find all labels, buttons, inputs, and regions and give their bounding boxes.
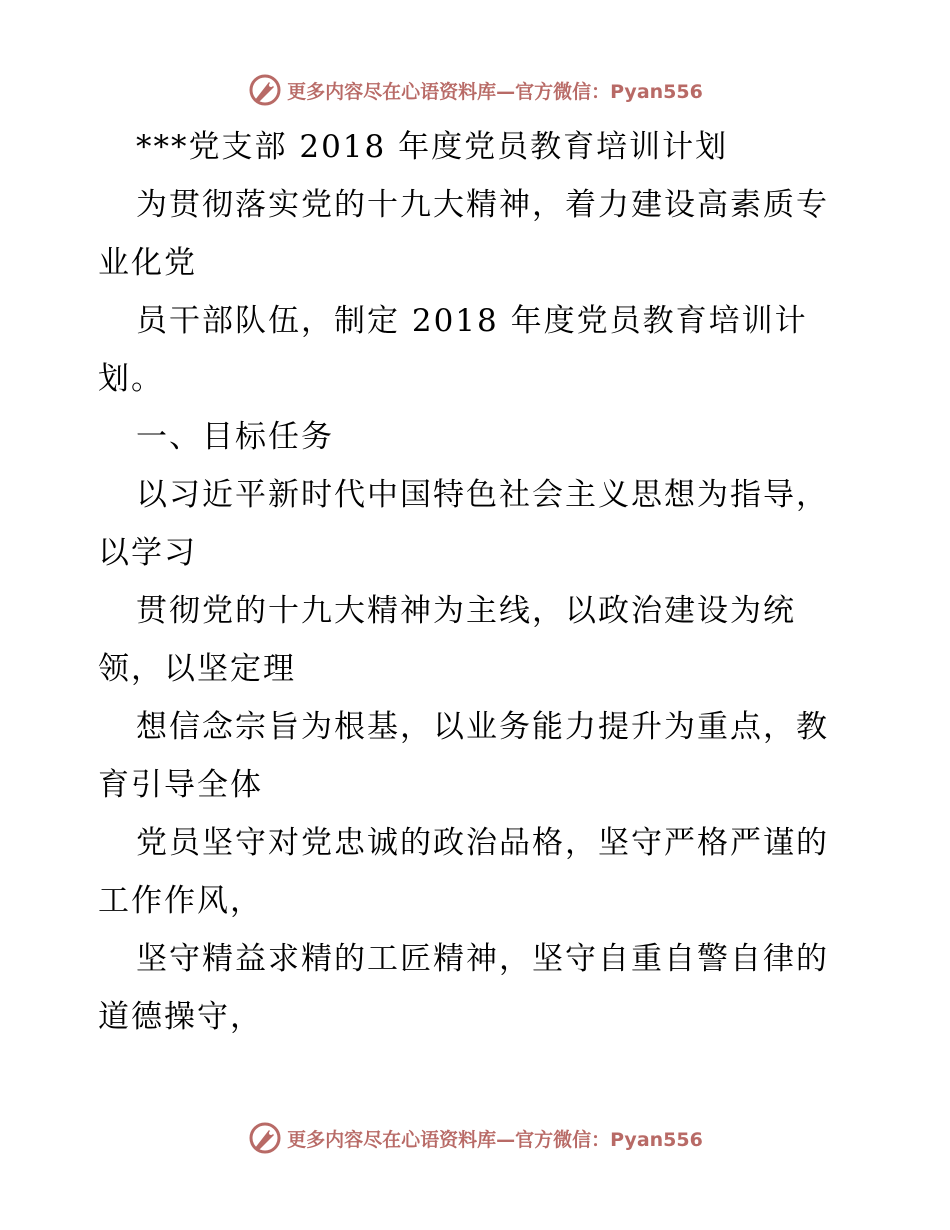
section-heading: 一、目标任务 — [136, 419, 334, 455]
pen-nib-logo-icon — [247, 1120, 283, 1156]
paragraph-line: 党员坚守对党忠诚的政治品格，坚守严格严谨的 — [136, 825, 829, 861]
paragraph-line: 道德操守， — [98, 999, 263, 1035]
paragraph-line: 育引导全体 — [98, 767, 263, 803]
document-title: ***党支部 2018 年度党员教育培训计划 — [136, 129, 729, 165]
paragraph-line: 业化党 — [98, 245, 197, 281]
paragraph-line: 以习近平新时代中国特色社会主义思想为指导， — [136, 477, 829, 513]
paragraph-line: 工作作风， — [98, 883, 263, 919]
paragraph-line: 员干部队伍，制定 2018 年度党员教育培训计 — [136, 303, 808, 339]
paragraph-line: 为贯彻落实党的十九大精神，着力建设高素质专 — [136, 187, 829, 223]
header-watermark — [0, 70, 950, 110]
paragraph-line: 领，以坚定理 — [98, 651, 296, 687]
pen-nib-logo-icon — [247, 72, 283, 108]
paragraph-line: 以学习 — [98, 535, 197, 571]
watermark-text: 更多内容尽在心语资料库—官方微信：Pyan556 — [287, 1128, 703, 1151]
paragraph-line: 划。 — [98, 361, 164, 397]
footer-watermark — [0, 1118, 950, 1158]
paragraph-line: 坚守精益求精的工匠精神，坚守自重自警自律的 — [136, 941, 829, 977]
watermark-text: 更多内容尽在心语资料库—官方微信：Pyan556 — [287, 80, 703, 103]
document-body — [98, 118, 868, 1046]
paragraph-line: 想信念宗旨为根基，以业务能力提升为重点，教 — [136, 709, 829, 745]
paragraph-line: 贯彻党的十九大精神为主线，以政治建设为统 — [136, 593, 796, 629]
